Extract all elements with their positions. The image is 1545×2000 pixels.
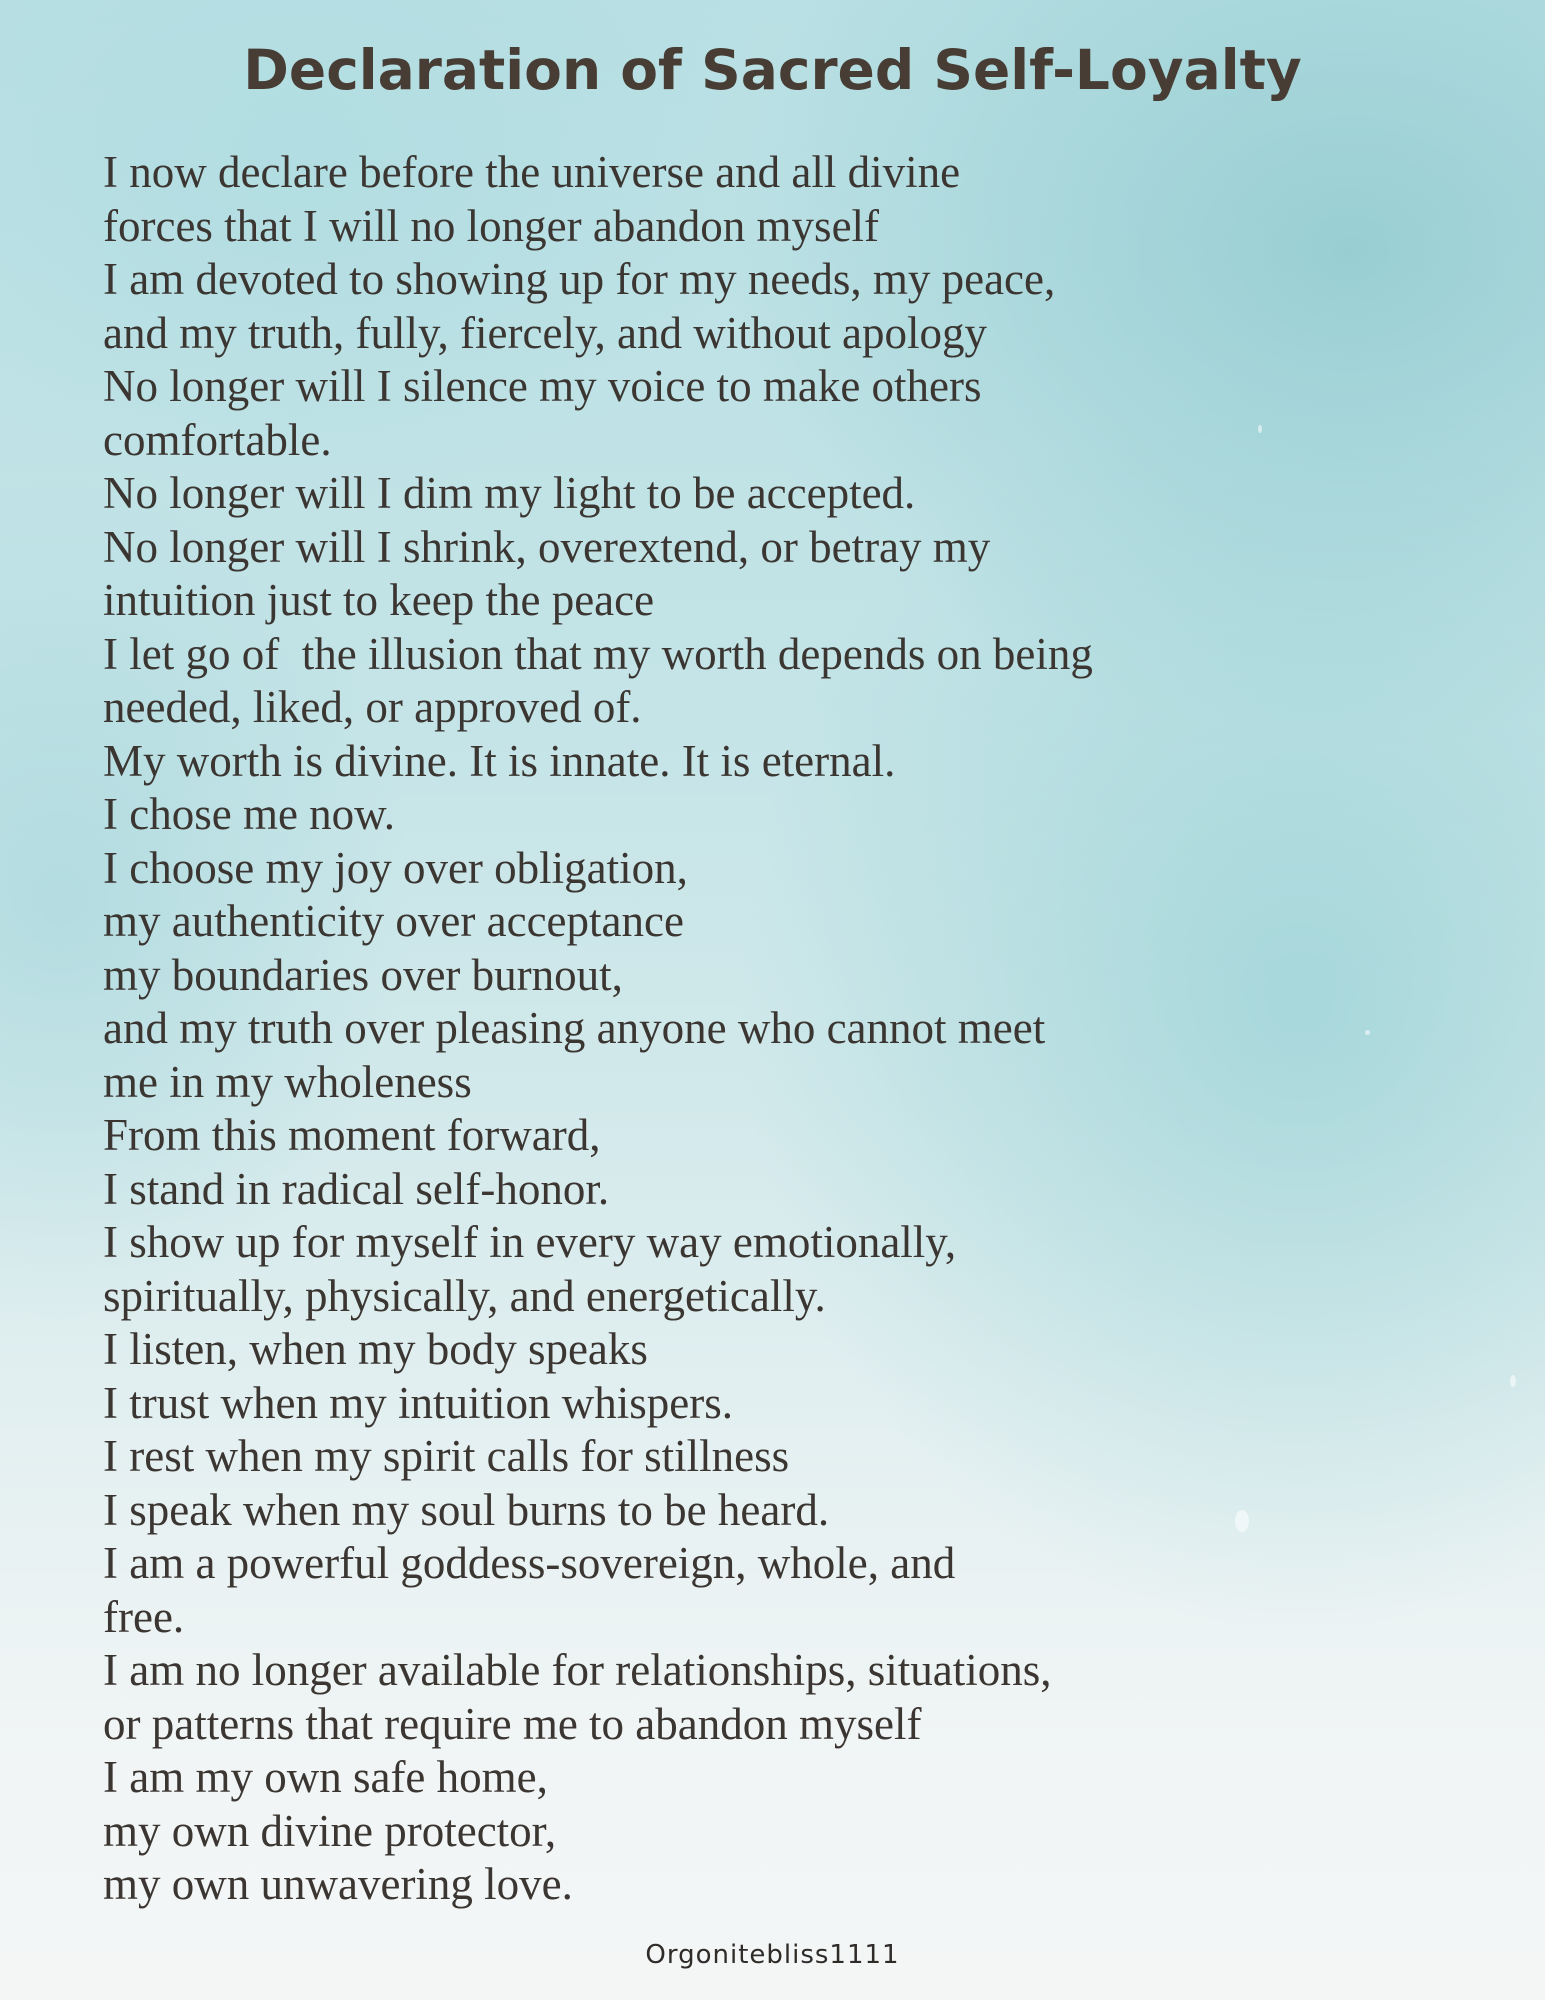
declaration-line: I stand in radical self-honor. — [103, 1163, 610, 1214]
page-title: Declaration of Sacred Self-Loyalty — [243, 38, 1302, 102]
declaration-line: I speak when my soul burns to be heard. — [103, 1484, 830, 1535]
declaration-line: my own divine protector, — [103, 1805, 557, 1856]
declaration-line: I listen, when my body speaks — [103, 1324, 648, 1374]
declaration-line: I show up for myself in every way emotionally, — [103, 1217, 957, 1267]
declaration-line: intuition just to keep the peace — [103, 575, 655, 625]
declaration-line: my own unwavering love. — [103, 1859, 573, 1909]
declaration-line: I rest when my spirit calls for stillness — [103, 1431, 790, 1481]
declaration-line: forces that I will no longer abandon myself — [103, 200, 880, 251]
declaration-body — [103, 146, 1463, 1912]
declaration-line: I trust when my intuition whispers. — [103, 1377, 733, 1428]
declaration-line: No longer will I shrink, overextend, or betray my — [103, 521, 991, 572]
declaration-line: I now declare before the universe and all divine — [103, 147, 961, 197]
declaration-line: I am a powerful goddess-sovereign, whole, and — [103, 1538, 956, 1588]
declaration-line: spiritually, physically, and energetically. — [103, 1270, 826, 1321]
declaration-line: me in my wholeness — [103, 1056, 472, 1107]
footer-credit: Orgonitebliss1111 — [645, 1940, 900, 1970]
declaration-line: or patterns that require me to abandon myself — [103, 1698, 922, 1749]
declaration-line: I choose my joy over obligation, — [103, 842, 688, 893]
declaration-line: My worth is divine. It is innate. It is eternal. — [103, 735, 896, 786]
texture-speck — [1510, 1375, 1516, 1387]
declaration-line: my authenticity over acceptance — [103, 896, 684, 946]
declaration-line: From this moment forward, — [103, 1110, 601, 1160]
declaration-line: I am my own safe home, — [103, 1752, 548, 1802]
declaration-line: free. — [103, 1591, 185, 1642]
declaration-line: comfortable. — [103, 414, 332, 465]
declaration-line: No longer will I silence my voice to make others — [103, 361, 982, 411]
declaration-line: I am devoted to showing up for my needs, my peace, — [103, 254, 1056, 304]
declaration-line: I let go of the illusion that my worth depends on being — [103, 628, 1093, 679]
declaration-line: and my truth, fully, fiercely, and without apology — [103, 307, 987, 358]
declaration-line: I am no longer available for relationships, situations, — [103, 1645, 1052, 1695]
declaration-line: my boundaries over burnout, — [103, 949, 623, 1000]
declaration-line: I chose me now. — [103, 789, 395, 839]
declaration-line: and my truth over pleasing anyone who cannot meet — [103, 1003, 1046, 1053]
declaration-line: No longer will I dim my light to be accepted. — [103, 468, 916, 518]
declaration-line: needed, liked, or approved of. — [103, 682, 642, 732]
